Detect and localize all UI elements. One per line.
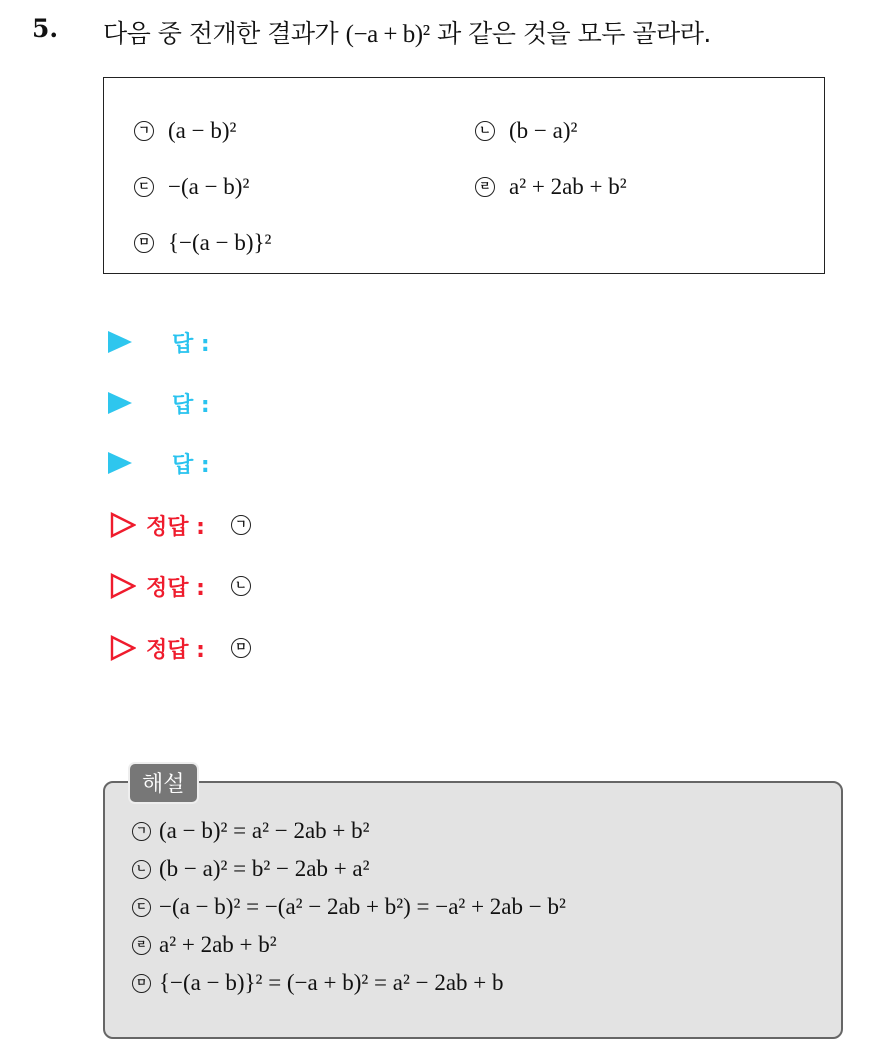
question-text-before: 다음 중 전개한 결과가 — [103, 19, 339, 48]
correct-label: 정답 : — [146, 637, 205, 663]
correct-answer-mark: ㄱ — [231, 515, 251, 535]
play-arrow-icon — [108, 331, 132, 353]
question-expression: (−a + b)² — [345, 21, 430, 48]
answer-row[interactable] — [108, 388, 210, 418]
explanation-mark: ㄱ — [132, 822, 151, 841]
explanation-expression: {−(a − b)}² = (−a + b)² = a² − 2ab + b — [159, 970, 504, 995]
choice-expression: −(a − b)² — [168, 174, 250, 199]
explanation-mark: ㄷ — [132, 898, 151, 917]
explanation-expression: (b − a)² = b² − 2ab + a² — [159, 856, 370, 881]
outline-arrow-icon — [110, 512, 136, 538]
correct-answer-row — [110, 633, 265, 663]
answer-label: 답 : — [172, 452, 210, 478]
explanation-line — [132, 970, 504, 996]
choice-expression: (a − b)² — [168, 118, 237, 143]
choice-item — [475, 174, 627, 200]
explanation-line — [132, 932, 277, 958]
explanation-mark: ㄹ — [132, 936, 151, 955]
choice-mark: ㄴ — [475, 121, 495, 141]
play-arrow-icon — [108, 452, 132, 474]
explanation-line — [132, 818, 370, 844]
choice-expression: {−(a − b)}² — [168, 230, 272, 255]
explanation-line — [132, 856, 370, 882]
choice-item — [134, 118, 236, 144]
play-arrow-icon — [108, 392, 132, 414]
correct-label: 정답 : — [146, 575, 205, 601]
answer-row[interactable] — [108, 327, 210, 357]
correct-answer-mark: ㅁ — [231, 638, 251, 658]
choice-item — [134, 174, 249, 200]
choice-item — [134, 230, 271, 256]
choice-mark: ㄱ — [134, 121, 154, 141]
explanation-expression: (a − b)² = a² − 2ab + b² — [159, 818, 370, 843]
answer-row[interactable] — [108, 448, 210, 478]
answer-label: 답 : — [172, 331, 210, 357]
explanation-expression: −(a − b)² = −(a² − 2ab + b²) = −a² + 2ab − b² — [159, 894, 566, 919]
correct-answer-row — [110, 510, 265, 540]
choice-mark: ㄷ — [134, 177, 154, 197]
question-text-after: 과 같은 것을 모두 골라라. — [437, 19, 711, 48]
choice-mark: ㄹ — [475, 177, 495, 197]
correct-answer-mark: ㄴ — [231, 576, 251, 596]
explanation-expression: a² + 2ab + b² — [159, 932, 277, 957]
explanation-line — [132, 894, 566, 920]
choice-expression: a² + 2ab + b² — [509, 174, 627, 199]
choice-mark: ㅁ — [134, 233, 154, 253]
explanation-tag: 해설 — [128, 762, 199, 804]
answer-label: 답 : — [172, 392, 210, 418]
choice-item — [475, 118, 577, 144]
outline-arrow-icon — [110, 573, 136, 599]
correct-label: 정답 : — [146, 514, 205, 540]
question-text — [103, 14, 711, 50]
explanation-mark: ㅁ — [132, 974, 151, 993]
choice-expression: (b − a)² — [509, 118, 578, 143]
outline-arrow-icon — [110, 635, 136, 661]
explanation-mark: ㄴ — [132, 860, 151, 879]
correct-answer-row — [110, 571, 265, 601]
question-number: 5. — [32, 14, 59, 43]
